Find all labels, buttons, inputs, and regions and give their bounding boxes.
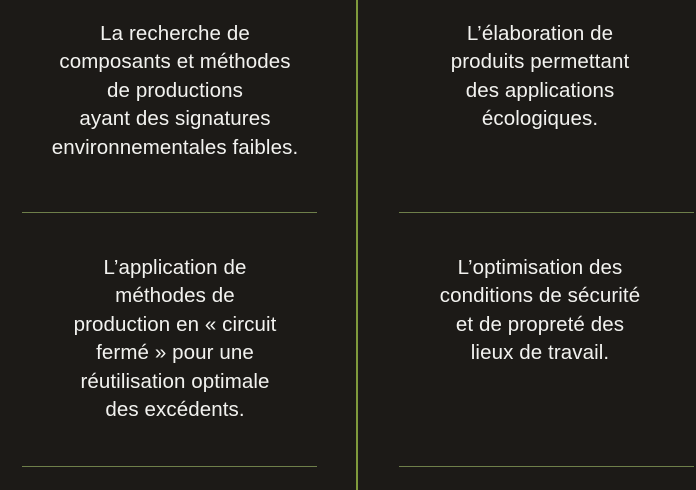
center-divider <box>356 0 358 490</box>
cell-line: L’élaboration de <box>466 22 614 45</box>
cell-bottom-right <box>385 254 695 368</box>
cell-line: écologiques. <box>481 107 599 131</box>
cell-line: des applications <box>465 78 615 102</box>
cell-top-right <box>385 20 695 134</box>
cell-line: réutilisation optimale <box>80 369 270 393</box>
cell-bottom-left <box>20 254 330 424</box>
cell-line: fermé » pour une <box>96 341 254 365</box>
cell-line: conditions de sécurité <box>439 284 641 308</box>
separator-top-left <box>22 212 317 213</box>
separator-bottom-left <box>22 466 317 467</box>
cell-line: de productions <box>107 78 243 102</box>
cell-line: lieux de travail. <box>470 341 610 365</box>
cell-top-left <box>20 20 330 162</box>
cell-line: méthodes de <box>115 284 235 308</box>
cell-line: L’optimisation des <box>457 256 623 279</box>
cell-line: ayant des signatures <box>79 107 271 131</box>
separator-top-right <box>399 212 694 213</box>
cell-line: production en « circuit <box>73 312 277 336</box>
cell-line: environnementales faibles. <box>51 135 299 159</box>
cell-line: composants et méthodes <box>59 50 291 74</box>
cell-line: produits permettant <box>450 50 630 74</box>
cell-line: des excédents. <box>105 398 245 422</box>
cell-line: et de propreté des <box>455 312 625 336</box>
cell-line: L’application de <box>103 256 247 279</box>
separator-bottom-right <box>399 466 694 467</box>
cell-line: La recherche de <box>100 22 250 45</box>
